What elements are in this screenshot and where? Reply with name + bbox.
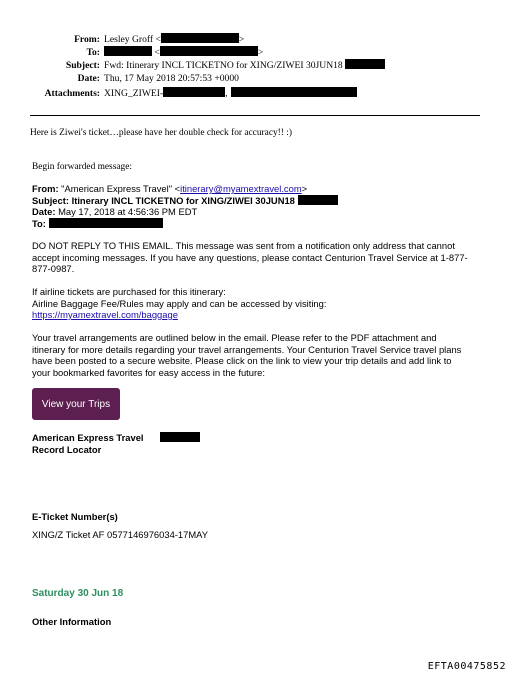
arrangements-paragraph: Your travel arrangements are outlined below in the email. Please refer to the PDF attachment and itinerary for more details regarding your travel arrangements. Your Centurion Travel Service travel plans have been posted to a secure website. Please click on the link to view your trip details and add link to your bookmarked favorites for easy access in the future: — [32, 332, 462, 378]
header-to-value: < > — [104, 46, 263, 59]
header-attachments-label: Attachments: — [44, 88, 100, 99]
forwarded-to-label: To: — [32, 217, 46, 229]
forwarded-subject-row — [32, 195, 472, 207]
record-locator-line-1: American Express Travel — [32, 432, 200, 444]
begin-forwarded: Begin forwarded message: — [32, 162, 132, 172]
forwarded-from-row: From: "American Express Travel" <itinerary@myamextravel.com> — [32, 183, 308, 194]
header-date-label: Date: — [77, 73, 100, 84]
header-from-label: From: — [74, 34, 100, 45]
header-to-row — [0, 46, 512, 59]
other-information-heading: Other Information — [32, 616, 112, 627]
redaction-box — [163, 87, 225, 97]
header-subject-row — [0, 59, 512, 72]
forwarded-header — [32, 183, 472, 229]
intro-text: Here is Ziwei's ticket…please have her double check for accuracy!! :) — [30, 128, 292, 138]
forwarded-subject-value: Itinerary INCL TICKETNO for XING/ZIWEI 30JUN18 — [71, 194, 295, 206]
record-locator-block — [32, 432, 200, 455]
eticket-heading: E-Ticket Number(s) — [32, 511, 118, 522]
notice-paragraph: DO NOT REPLY TO THIS EMAIL. This message was sent from a notification only address that cannot accept incoming messages. If you have any questions, please contact Centurion Travel Service at 1-877-877-0987. — [32, 240, 468, 274]
header-subject-label: Subject: — [65, 60, 100, 71]
redaction-box — [161, 33, 239, 43]
baggage-line-2: Airline Baggage Fee/Rules may apply and can be accessed by visiting: — [32, 297, 327, 309]
forwarded-date-row — [32, 206, 472, 218]
redaction-box — [160, 46, 258, 56]
eticket-value: XING/Z Ticket AF 0577146976034-17MAY — [32, 529, 208, 540]
header-from-value: Lesley Groff < > — [104, 34, 245, 45]
baggage-link[interactable]: https://myamextravel.com/baggage — [32, 309, 178, 320]
record-locator-line-2: Record Locator — [32, 443, 102, 455]
redaction-box — [345, 59, 385, 69]
header-subject-value: Fwd: Itinerary INCL TICKETNO for XING/ZIWEI 30JUN18 — [104, 59, 385, 72]
forwarded-date-label: Date: — [32, 206, 56, 217]
forwarded-from-email-link[interactable]: itinerary@myamextravel.com — [180, 183, 302, 194]
header-date-value: Thu, 17 May 2018 20:57:53 +0000 — [104, 73, 239, 84]
forwarded-from-label: From: — [32, 183, 59, 194]
forwarded-subject-label: Subject: — [32, 194, 69, 206]
forwarded-to-row — [32, 218, 472, 230]
header-from-row — [0, 33, 512, 46]
header-divider — [30, 115, 480, 116]
header-to-label: To: — [86, 47, 100, 58]
baggage-line-1: If airline tickets are purchased for this itinerary: — [32, 286, 226, 297]
redaction-box — [104, 46, 152, 56]
header-date-row — [0, 72, 512, 85]
redaction-box — [160, 432, 200, 442]
document-id: EFTA00475852 — [427, 661, 506, 672]
redaction-box — [231, 87, 357, 97]
redaction-box — [49, 218, 163, 228]
header-attachments-row — [0, 87, 512, 100]
redaction-box — [298, 195, 338, 205]
baggage-paragraph — [32, 286, 472, 321]
flight-date-heading: Saturday 30 Jun 18 — [32, 588, 124, 599]
header-attachments-value[interactable]: XING_ZIWEI- , — [104, 87, 357, 100]
view-trips-button[interactable]: View your Trips — [32, 388, 120, 420]
forwarded-date-value: May 17, 2018 at 4:56:36 PM EDT — [58, 206, 198, 217]
